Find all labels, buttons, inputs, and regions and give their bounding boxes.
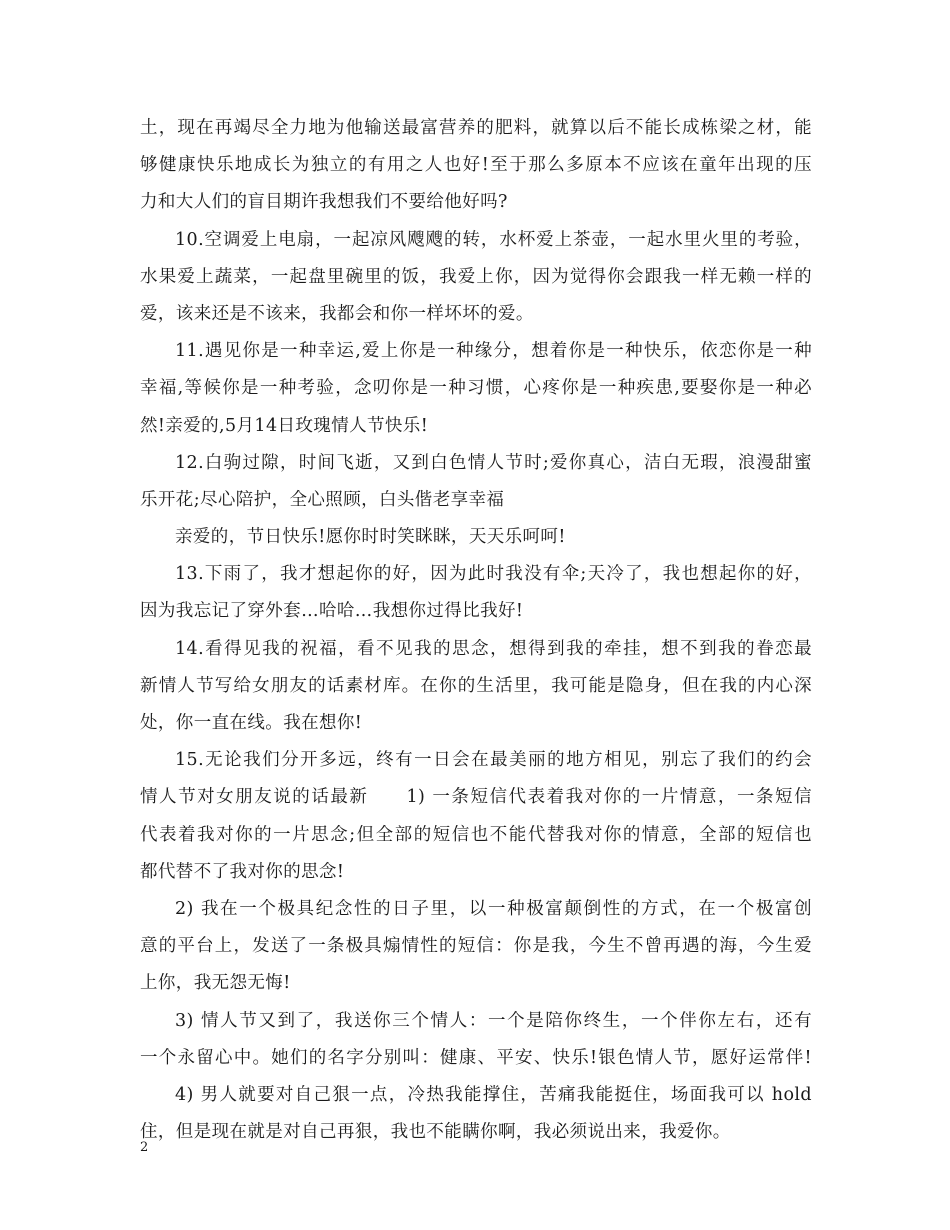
text-line: 3) 情人节又到了，我送你三个情人：一个是陪你终生，一个伴你左右，还有: [175, 1010, 812, 1031]
text-line: 意的平台上，发送了一条极具煽情性的短信：你是我，今生不曾再遇的海，今生爱: [140, 936, 812, 957]
text-line: 4) 男人就要对自己狠一点，冷热我能撑住，苦痛我能挺住，场面我可以 hold: [175, 1084, 812, 1105]
text-line: 都代替不了我对你的思念!: [140, 861, 345, 882]
text-line: 上你，我无怨无悔!: [140, 973, 291, 994]
text-line: 11.遇见你是一种幸运,爱上你是一种缘分，想着你是一种快乐，依恋你是一种: [175, 341, 812, 362]
text-line: 13.下雨了，我才想起你的好，因为此时我没有伞;天冷了，我也想起你的好，: [175, 564, 812, 585]
text-line: 力和大人们的盲目期许我想我们不要给他好吗?: [140, 192, 508, 213]
text-line: 幸福,等候你是一种考验，念叨你是一种习惯，心疼你是一种疾患,要娶你是一种必: [140, 378, 812, 399]
text-line: 住，但是现在就是对自己再狠，我也不能瞒你啊，我必须说出来，我爱你。: [140, 1122, 731, 1143]
text-line: 爱，该来还是不该来，我都会和你一样坏坏的爱。: [140, 303, 534, 324]
text-line: 2) 我在一个极具纪念性的日子里，以一种极富颠倒性的方式，在一个极富创: [175, 898, 812, 919]
page-number: 2: [140, 1140, 149, 1155]
text-line: 亲爱的，节日快乐!愿你时时笑眯眯，天天乐呵呵!: [175, 527, 566, 548]
text-line: 10.空调爱上电扇，一起凉风飕飕的转，水杯爱上茶壶，一起水里火里的考验，: [175, 229, 812, 250]
text-line: 因为我忘记了穿外套…哈哈…我想你过得比我好!: [140, 601, 524, 622]
text-line: 新情人节写给女朋友的话素材库。在你的生活里，我可能是隐身，但在我的内心深: [140, 675, 812, 696]
text-line: 一个永留心中。她们的名字分别叫：健康、平安、快乐!银色情人节，愿好运常伴!: [140, 1047, 812, 1068]
text-line: 12.白驹过隙，时间飞逝，又到白色情人节时;爱你真心，洁白无瑕，浪漫甜蜜: [175, 452, 812, 473]
text-line: 乐开花;尽心陪护，全心照顾，白头偕老享幸福: [140, 489, 505, 510]
text-line: 然!亲爱的,5月14日玫瑰情人节快乐!: [140, 415, 429, 436]
text-line: 够健康快乐地成长为独立的有用之人也好!至于那么多原本不应该在童年出现的压: [140, 155, 812, 176]
text-line: 水果爱上蔬菜，一起盘里碗里的饭，我爱上你，因为觉得你会跟我一样无赖一样的: [140, 266, 812, 287]
text-line: 15.无论我们分开多远，终有一日会在最美丽的地方相见，别忘了我们的约会: [175, 750, 812, 771]
text-line: 处，你一直在线。我在想你!: [140, 713, 363, 733]
document-body: [140, 110, 812, 1151]
text-line: 土，现在再竭尽全力地为他输送最富营养的肥料，就算以后不能长成栋梁之材，能: [140, 118, 812, 138]
text-line: 14.看得见我的祝福，看不见我的思念，想得到我的牵挂，想不到我的眷恋最: [175, 638, 812, 659]
text-line: 代表着我对你的一片思念;但全部的短信也不能代替我对你的情意，全部的短信也: [140, 824, 812, 845]
text-line: 情人节对女朋友说的话最新 1) 一条短信代表着我对你的一片情意，一条短信: [140, 787, 812, 808]
